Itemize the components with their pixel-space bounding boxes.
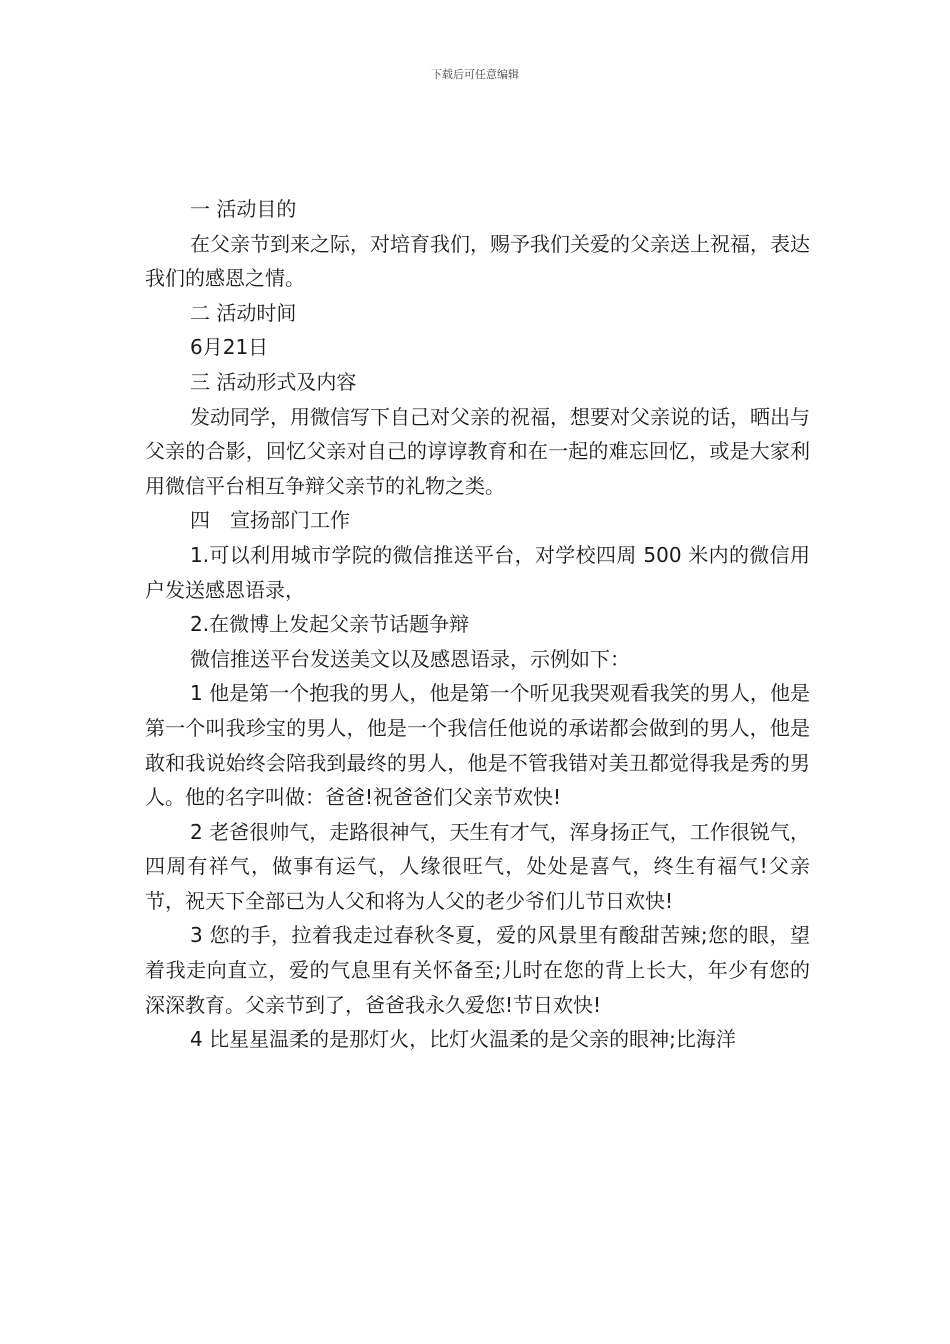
section-heading-form: 三 活动形式及内容	[190, 369, 357, 394]
paragraph-publicity-item-1: 1.可以利用城市学院的微信推送平台，对学校四周 500 米内的微信用户发送感恩语录，	[145, 542, 810, 602]
paragraph-publicity-item-2: 2.在微博上发起父亲节话题争辩	[190, 612, 470, 637]
paragraph-example-4: 4 比星星温柔的是那灯火，比灯火温柔的是父亲的眼神;比海洋	[190, 1027, 736, 1052]
paragraph-purpose: 在父亲节到来之际，对培育我们，赐予我们关爱的父亲送上祝福，表达我们的感恩之情。	[145, 231, 810, 291]
paragraph-date: 6月21日	[190, 335, 269, 360]
paragraph-example-intro: 微信推送平台发送美文以及感恩语录，示例如下：	[190, 646, 630, 671]
document-body	[145, 192, 810, 1057]
page-header-note: 下载后可任意编辑	[431, 68, 519, 81]
paragraph-form: 发动同学，用微信写下自己对父亲的祝福，想要对父亲说的话，晒出与父亲的合影，回忆父亲对自己的谆谆教育和在一起的难忘回忆，或是大家利用微信平台相互争辩父亲节的礼物之类。	[145, 404, 810, 498]
paragraph-example-2: 2 老爸很帅气，走路很神气，天生有才气，浑身扬正气，工作很锐气，四周有祥气，做事有运气，人缘很旺气，处处是喜气，终生有福气!父亲节，祝天下全部已为人父和将为人父的老少爷们儿节日欢快!	[145, 819, 810, 913]
section-heading-publicity: 四 宣扬部门工作	[190, 508, 350, 533]
paragraph-example-1: 1 他是第一个抱我的男人，他是第一个听见我哭观看我笑的男人，他是第一个叫我珍宝的男人，他是一个我信任他说的承诺都会做到的男人，他是敢和我说始终会陪我到最终的男人，他是不管我错对美丑都觉得我是秀的男人。他的名字叫做：爸爸!祝爸爸们父亲节欢快!	[145, 681, 810, 810]
section-heading-time: 二 活动时间	[190, 300, 297, 325]
section-heading-purpose: 一 活动目的	[190, 197, 297, 221]
paragraph-example-3: 3 您的手，拉着我走过春秋冬夏，爱的风景里有酸甜苦辣;您的眼，望着我走向直立，爱的气息里有关怀备至;儿时在您的背上长大，年少有您的深深教育。父亲节到了，爸爸我永久爱您!节日欢快!	[145, 923, 810, 1017]
